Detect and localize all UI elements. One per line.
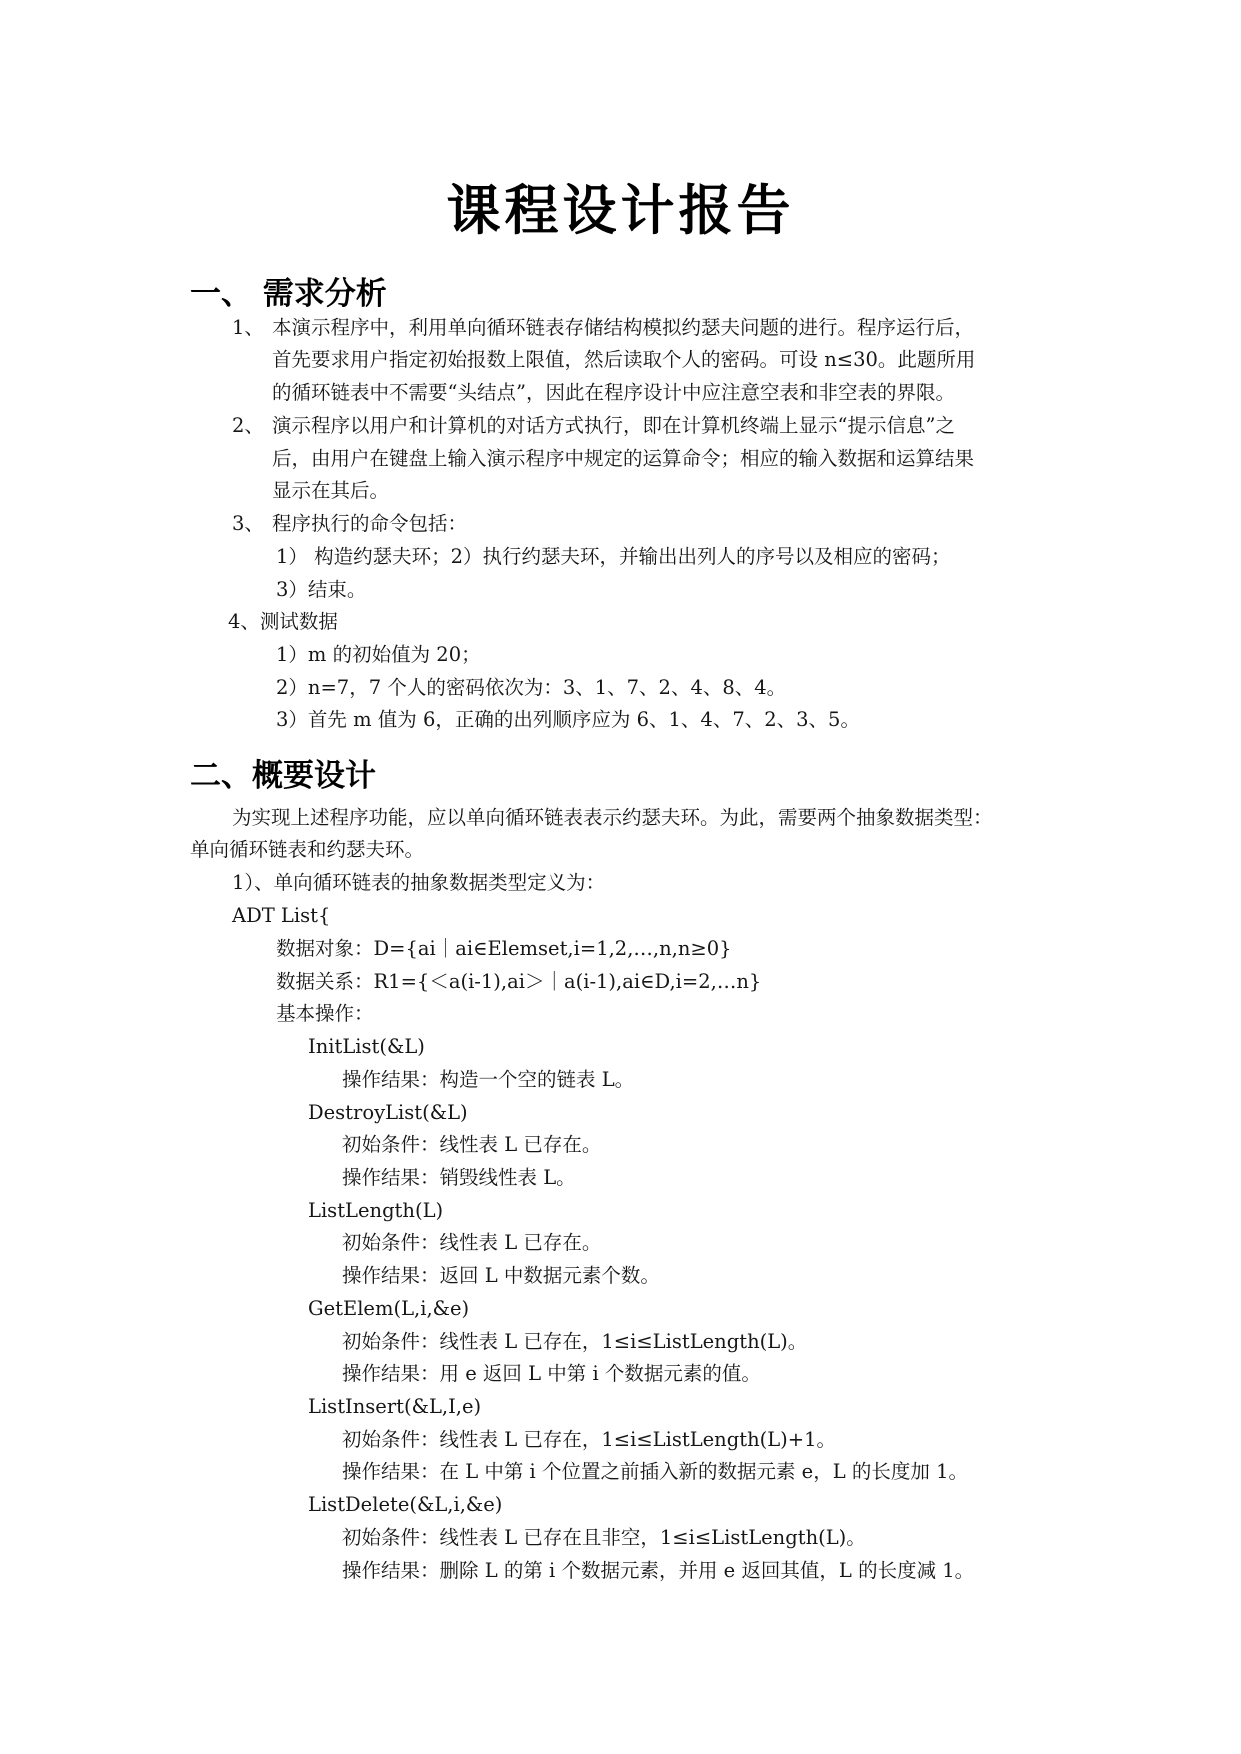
paragraph-line: 显示在其后。 bbox=[272, 479, 390, 502]
operation-detail: 初始条件：线性表 L 已存在，1≤i≤ListLength(L)+1。 bbox=[342, 1428, 837, 1451]
paragraph-line: 1）、单向循环链表的抽象数据类型定义为： bbox=[232, 871, 606, 894]
operation-name: InitList(&L) bbox=[308, 1035, 425, 1058]
section-heading-outline-design: 二、概要设计 bbox=[190, 758, 376, 794]
paragraph-line: 演示程序以用户和计算机的对话方式执行，即在计算机终端上显示“提示信息”之 bbox=[272, 414, 955, 437]
code-line: 数据对象：D={ai｜ai∈Elemset,i=1,2,…,n,n≥0} bbox=[276, 937, 732, 960]
paragraph-line: 单向循环链表和约瑟夫环。 bbox=[190, 838, 425, 861]
paragraph-line: 程序执行的命令包括： bbox=[272, 512, 468, 535]
sub-item-line: 2）n=7，7 个人的密码依次为：3、1、7、2、4、8、4。 bbox=[276, 676, 787, 699]
paragraph-line: 为实现上述程序功能，应以单向循环链表表示约瑟夫环。为此，需要两个抽象数据类型： bbox=[232, 806, 993, 829]
operation-detail: 初始条件：线性表 L 已存在，1≤i≤ListLength(L)。 bbox=[342, 1330, 808, 1353]
operation-name: DestroyList(&L) bbox=[308, 1101, 468, 1124]
item-number: 1、 bbox=[232, 316, 264, 339]
paragraph-line: 的循环链表中不需要“头结点”，因此在程序设计中应注意空表和非空表的界限。 bbox=[272, 381, 955, 404]
paragraph-line: 首先要求用户指定初始报数上限值，然后读取个人的密码。可设 n≤30。此题所用 bbox=[272, 348, 976, 371]
paragraph-line: 本演示程序中，利用单向循环链表存储结构模拟约瑟夫问题的进行。程序运行后， bbox=[272, 316, 975, 339]
operation-detail: 操作结果：销毁线性表 L。 bbox=[342, 1166, 576, 1189]
item-number: 2、 bbox=[232, 414, 264, 437]
operation-detail: 初始条件：线性表 L 已存在。 bbox=[342, 1133, 602, 1156]
sub-item-line: 3）首先 m 值为 6，正确的出列顺序应为 6、1、4、7、2、3、5。 bbox=[276, 708, 860, 731]
sub-item-line: 1） 构造约瑟夫环；2）执行约瑟夫环，并输出出列人的序号以及相应的密码； bbox=[276, 545, 951, 568]
operation-detail: 操作结果：构造一个空的链表 L。 bbox=[342, 1068, 635, 1091]
operation-detail: 初始条件：线性表 L 已存在。 bbox=[342, 1231, 602, 1254]
sub-item-line: 1）m 的初始值为 20； bbox=[276, 643, 481, 666]
section-heading-requirements: 一、 需求分析 bbox=[190, 276, 387, 312]
item-number: 3、 bbox=[232, 512, 264, 535]
code-line: 数据关系：R1={＜a(i-1),ai＞｜a(i-1),ai∈D,i=2,…n} bbox=[276, 970, 762, 993]
operation-name: ListLength(L) bbox=[308, 1199, 444, 1222]
operation-name: ListInsert(&L,I,e) bbox=[308, 1395, 482, 1418]
operation-detail: 操作结果：返回 L 中数据元素个数。 bbox=[342, 1264, 660, 1287]
paragraph-line: 后，由用户在键盘上输入演示程序中规定的运算命令；相应的输入数据和运算结果 bbox=[272, 447, 975, 470]
code-line: 基本操作： bbox=[276, 1002, 374, 1025]
paragraph-line: 4、测试数据 bbox=[228, 610, 338, 633]
code-line: ADT List{ bbox=[232, 904, 331, 927]
operation-name: GetElem(L,i,&e) bbox=[308, 1297, 470, 1320]
operation-name: ListDelete(&L,i,&e) bbox=[308, 1493, 503, 1516]
page-title: 课程设计报告 bbox=[446, 179, 795, 242]
operation-detail: 操作结果：用 e 返回 L 中第 i 个数据元素的值。 bbox=[342, 1362, 761, 1385]
operation-detail: 操作结果：删除 L 的第 i 个数据元素，并用 e 返回其值，L 的长度减 1。 bbox=[342, 1559, 975, 1582]
operation-detail: 操作结果：在 L 中第 i 个位置之前插入新的数据元素 e，L 的长度加 1。 bbox=[342, 1460, 968, 1483]
operation-detail: 初始条件：线性表 L 已存在且非空，1≤i≤ListLength(L)。 bbox=[342, 1526, 866, 1549]
sub-item-line: 3）结束。 bbox=[276, 578, 367, 601]
